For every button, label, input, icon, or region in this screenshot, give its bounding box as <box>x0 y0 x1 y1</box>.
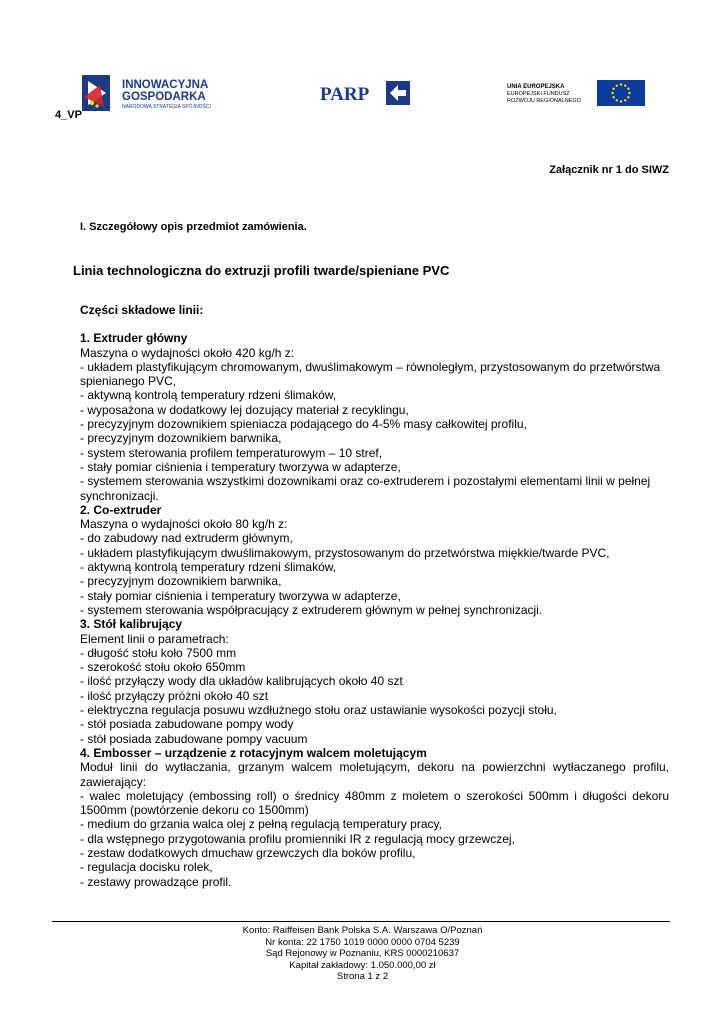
eu-star-icon <box>620 100 622 102</box>
item-line: Maszyna o wydajności około 420 kg/h z: <box>80 345 295 360</box>
footer-capital: Kapitał zakładowy: 1.050.000,00 zł <box>289 959 436 971</box>
main-title: Linia technologiczna do extruzji profili twarde/spieniane PVC <box>73 263 450 278</box>
logo-ig-line2: GOSPODARKA <box>122 91 206 103</box>
components-heading: Części składowe linii: <box>80 303 204 317</box>
item-line: - walec moletujący (embossing roll) o średnicy 480mm z moletem o szerokości 500mm i długości dekoru 1500mm (powtórzenie dekoru co 1500mm) <box>80 788 669 818</box>
item-line: - precyzyjnym dozownikiem spieniacza podającego do 4-5% masy całkowitej profilu, <box>80 417 527 432</box>
eu-star-icon <box>624 99 626 101</box>
document-code: 4_VP <box>55 109 82 121</box>
item-line: - stały pomiar ciśnienia i temperatury tworzywa w adapterze, <box>80 459 401 474</box>
item-line: - precyzyjnym dozownikiem barwnika, <box>80 574 282 589</box>
item-line: - zestawy prowadzące profil. <box>80 874 232 889</box>
item-line: - precyzyjnym dozownikiem barwnika, <box>80 431 282 446</box>
footer-account: Nr konta: 22 1750 1019 0000 0000 0704 5239 <box>265 936 460 948</box>
item-heading: 3. Stół kalibrujący <box>80 617 183 632</box>
eu-star-icon <box>620 83 622 85</box>
eu-star-icon <box>628 92 630 94</box>
item-line: - zestaw dodatkowych dmuchaw grzewczych dla boków profilu, <box>80 845 416 860</box>
item-line: - aktywną kontrolą temperatury rdzeni ślimaków, <box>80 560 337 575</box>
item-heading: 1. Extruder główny <box>80 331 188 346</box>
item-line: - dla wstępnego przygotowania profilu promienniki IR z regulacją mocy grzewczej, <box>80 831 515 846</box>
footer-divider <box>52 921 670 922</box>
item-line: - stół posiada zabudowane pompy wody <box>80 717 294 732</box>
item-line: - układem plastyfikującym chromowanym, dwuślimakowym – równoległym, przystosowanym do przetwórstwa spienianego PVC, <box>80 359 661 389</box>
eu-star-icon <box>612 96 614 98</box>
item-line: Moduł linii do wytłaczania, grzanym walcem moletującym, dekoru na powierzchni wytłaczanego profilu, zawierający: <box>80 760 669 789</box>
item-line: - ilość przyłączy wody dla układów kalibrujących około 40 szt <box>80 674 403 689</box>
eu-star-icon <box>612 88 614 90</box>
eu-star-icon <box>611 92 613 94</box>
parp-logo <box>320 79 412 107</box>
item-line: - do zabudowy nad extruderm głównym, <box>80 531 293 546</box>
item-line: Element linii o parametrach: <box>80 631 229 646</box>
item-line: Maszyna o wydajności około 80 kg/h z: <box>80 517 288 532</box>
item-line: - elektryczna regulacja posuwu wzdłużnego stołu oraz ustawianie wysokości pozycji stołu, <box>80 703 557 718</box>
item-line: - stały pomiar ciśnienia i temperatury tworzywa w adapterze, <box>80 588 401 603</box>
eu-star-icon <box>616 84 618 86</box>
eu-star-icon <box>627 96 629 98</box>
item-line: - stół posiada zabudowane pompy vacuum <box>80 731 308 746</box>
footer-bank: Konto: Raiffeisen Bank Polska S.A. Warszawa O/Poznań <box>242 925 483 936</box>
annex-label: Załącznik nr 1 do SIWZ <box>549 164 669 176</box>
item-heading: 2. Co-extruder <box>80 502 162 517</box>
eu-logo-line1: UNIA EUROPEJSKA <box>507 84 565 90</box>
item-line: - medium do grzania walca olej z pełną regulacją temperatury pracy, <box>80 817 442 832</box>
parp-logo-text: PARP <box>320 84 370 105</box>
eu-logo-line3: ROZWOJU REGIONALNEGO <box>507 98 581 104</box>
item-line: - systemem sterowania wszystkimi dozownikami oraz co-extruderem i pozostałymi elementami linii w pełnej synchronizacji. <box>80 474 651 503</box>
section-title: I. Szczegółowy opis przedmiot zamówienia. <box>80 221 307 233</box>
footer <box>0 925 725 983</box>
eu-star-icon <box>624 84 626 86</box>
document-body <box>80 303 669 889</box>
item-line: - długość stołu koło 7500 mm <box>80 645 237 660</box>
item-line: - ilość przyłączy próżni około 40 szt <box>80 688 269 703</box>
eu-star-icon <box>627 88 629 90</box>
item-line: - wyposażona w dodatkowy lej dozujący materiał z recyklingu, <box>80 402 409 417</box>
logo-ig-line1: INNOWACYJNA <box>122 79 209 91</box>
item-line: - system sterowania profilem temperaturowym – 10 stref, <box>80 445 383 460</box>
footer-court: Sąd Rejonowy w Poznaniu, KRS 0000210637 <box>265 948 460 959</box>
innowacyjna-gospodarka-logo <box>82 73 237 113</box>
item-line: - aktywną kontrolą temperatury rdzeni ślimaków, <box>80 388 337 403</box>
footer-page-number: Strona 1 z 2 <box>336 971 389 982</box>
item-heading: 4. Embosser – urządzenie z rotacyjnym walcem moletującym <box>80 745 427 760</box>
eu-logo-line2: EUROPEJSKI FUNDUSZ <box>507 91 570 97</box>
eu-logo <box>507 80 647 106</box>
logo-ig-line3: NARODOWA STRATEGIA SPÓJNOŚCI <box>122 104 211 110</box>
item-line: - szerokość stołu około 650mm <box>80 660 246 675</box>
eu-star-icon <box>616 99 618 101</box>
item-line: - regulacja docisku rolek, <box>80 860 213 875</box>
item-line: - systemem sterowania współpracujący z extruderem głównym w pełnej synchronizacji. <box>80 602 543 617</box>
item-line: - układem plastyfikującym dwuślimakowym, przystosowanym do przetwórstwa miękkie/twarde PVC, <box>80 545 610 560</box>
